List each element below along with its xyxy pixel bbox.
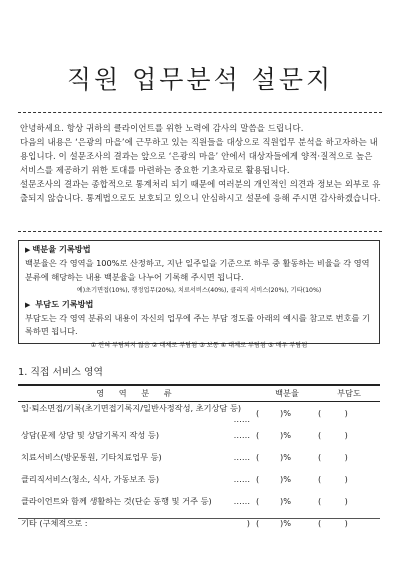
row-label: 클리직서비스(청소, 식사, 가동보조 등)	[21, 473, 160, 484]
percentage-open: (	[256, 474, 260, 484]
burden-instruction: 부담도는 각 영역 분류의 내용이 자신의 업무에 주는 부담 정도를 아래의 예시를 참고로 번호를 기록하면 됩니다.	[25, 313, 370, 337]
burden-open: (	[318, 518, 322, 528]
document-title: 직원 업무분석 설문지	[66, 65, 334, 94]
bottom-dashed-rule	[18, 231, 382, 232]
intro-paragraph-1: 안녕하세요. 항상 귀하의 클라이언트를 위한 노력에 감사의 말씀을 드립니다.	[20, 123, 304, 133]
table-row	[18, 490, 380, 512]
top-dashed-rule	[18, 112, 382, 113]
row-category-cell	[18, 424, 256, 446]
section-title: 1. 직접 서비스 영역	[18, 367, 103, 378]
row-label: 치료서비스(방문통원, 기타치료업무 등)	[21, 451, 162, 462]
header-burden: 부담도	[318, 385, 380, 402]
burden-open: (	[318, 496, 322, 506]
ratio-instruction: 백분율은 각 영역을 100%로 산정하고, 지난 일주일을 기준으로 하루 중 활동하는 비율을 각 영역 분류에 해당하는 내용 백분율을 나누어 기록해 주시면 됩니다.	[25, 258, 370, 282]
percentage-field[interactable]	[256, 402, 318, 425]
burden-close: )	[344, 518, 348, 528]
intro-paragraph-3: 설문조사의 결과는 종합적으로 통계처리 되기 때문에 여러분의 개인적인 의견과 정보는 외부로 유출되지 않습니다. 통계법으로도 보호되고 있으니 안심하시고 설문에 응해 주시면 감사하겠습니다.	[20, 179, 381, 204]
burden-close: )	[344, 430, 348, 440]
table-row	[18, 468, 380, 490]
percentage-field[interactable]	[256, 512, 318, 534]
triangle-bullet-icon: ▶	[25, 246, 31, 254]
intro-paragraph-2: 다음의 내용은 ‘은광의 마을’에 근무하고 있는 직원들을 대상으로 직원업무 분석을 하고자하는 내용입니다. 이 설문조사의 결과는 앞으로 ‘은광의 마을’ 안에서 대상자들에게 양적·질적으로 높은 서비스를 제공하기 위한 토대를 마련하는 중요한 기초자료로 활용됩니다.	[20, 137, 378, 176]
burden-scale: ① 전혀 부담되지 않음 ② 대체로 부담됨 ③ 보통 ④ 대체로 부담됨 ⑤ 매우 부담됨	[90, 341, 308, 349]
ratio-heading: ▶ 백분율 기록방법	[25, 244, 91, 254]
row-category-cell	[18, 490, 256, 512]
burden-open: (	[318, 408, 322, 418]
burden-heading: ▶ 부담도 기록방법	[25, 298, 94, 309]
burden-open: (	[318, 430, 322, 440]
percentage-close: )%	[280, 496, 292, 506]
triangle-bullet-icon: ▶	[25, 300, 31, 309]
burden-field[interactable]	[318, 446, 380, 468]
burden-field[interactable]	[318, 424, 380, 446]
table-row	[18, 402, 380, 425]
percentage-close: )%	[280, 518, 292, 528]
burden-close: )	[344, 474, 348, 484]
burden-close: )	[344, 408, 348, 418]
row-leader: ……	[233, 451, 250, 462]
burden-close: )	[344, 496, 348, 506]
table-row	[18, 424, 380, 446]
percentage-field[interactable]	[256, 446, 318, 468]
table-header-row	[18, 385, 380, 402]
percentage-field[interactable]	[256, 490, 318, 512]
survey-table	[18, 384, 380, 534]
burden-open: (	[318, 474, 322, 484]
row-leader: ……	[233, 429, 250, 440]
row-category-cell	[18, 446, 256, 468]
percentage-open: (	[256, 430, 260, 440]
row-label: 기타 (구체적으로 :	[21, 517, 88, 528]
burden-close: )	[344, 452, 348, 462]
row-label: 상담(문제 상담 및 상담기록지 작성 등)	[21, 429, 160, 440]
table-bottom-rule	[18, 518, 380, 519]
percentage-close: )%	[280, 474, 292, 484]
ratio-example: 예)초기면접(10%), 행정업무(20%), 치료서비스(40%), 클리직 서비스(20%), 기타(10%)	[76, 287, 322, 295]
row-category-cell	[18, 512, 256, 534]
instruction-box	[18, 240, 380, 349]
header-category: 영 역 분 류	[18, 385, 256, 402]
burden-field[interactable]	[318, 402, 380, 425]
row-leader: )	[246, 517, 250, 528]
row-label: 클라이언트와 함께 생활하는 것(단순 동행 및 거주 등)	[21, 495, 212, 506]
burden-open: (	[318, 452, 322, 462]
burden-field[interactable]	[318, 468, 380, 490]
row-category-cell	[18, 402, 256, 425]
header-percentage: 백분율	[256, 385, 318, 402]
row-leader: ……	[233, 495, 250, 506]
table-row	[18, 446, 380, 468]
row-leader: ……	[233, 473, 250, 484]
intro-text	[20, 121, 382, 206]
percentage-open: (	[256, 518, 260, 528]
burden-field[interactable]	[318, 512, 380, 534]
percentage-close: )%	[280, 430, 292, 440]
burden-field[interactable]	[318, 490, 380, 512]
percentage-open: (	[256, 452, 260, 462]
table-row	[18, 512, 380, 534]
percentage-field[interactable]	[256, 424, 318, 446]
row-label: 입·퇴소면접/기록(초기면접기록지/일반사정작성, 초기상담 등)	[21, 402, 242, 413]
percentage-close: )%	[280, 452, 292, 462]
row-category-cell	[18, 468, 256, 490]
percentage-open: (	[256, 408, 260, 418]
percentage-field[interactable]	[256, 468, 318, 490]
row-leader: ……	[233, 413, 250, 424]
percentage-open: (	[256, 496, 260, 506]
percentage-close: )%	[280, 408, 292, 418]
